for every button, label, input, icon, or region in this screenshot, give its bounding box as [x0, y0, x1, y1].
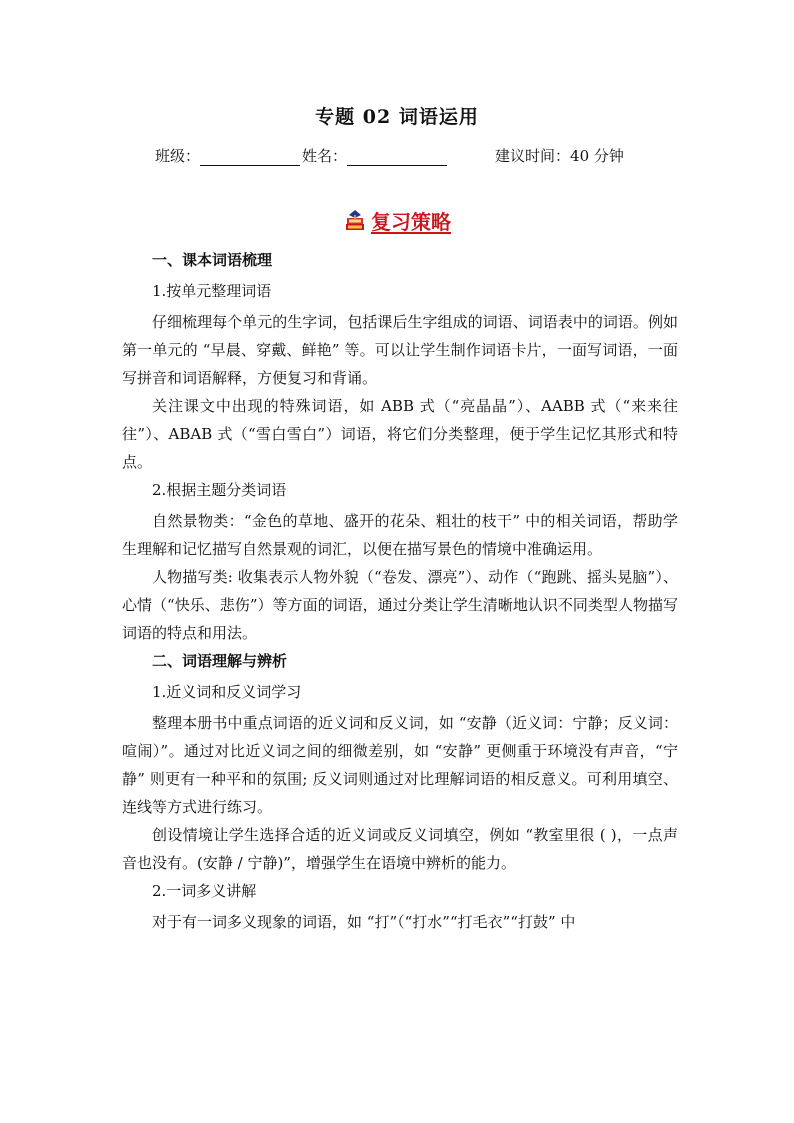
- name-blank: [347, 149, 447, 166]
- section-1-1-para-1: 仔细梳理每个单元的生字词，包括课后生字组成的词语、词语表中的词语。例如第一单元的 “早晨、穿戴、鲜艳” 等。可以让学生制作词语卡片，一面写词语，一面写拼音和词语解释，方便复习和背诵。: [122, 313, 678, 387]
- section-2-1-title: 1.近义词和反义词学习: [152, 683, 302, 701]
- review-strategy-label: 复习策略: [371, 210, 451, 234]
- section-2-2-title: 2.一词多义讲解: [152, 882, 257, 900]
- section-2-title: 二、词语理解与辨析: [152, 652, 288, 670]
- section-1-1-title: 1.按单元整理词语: [152, 282, 272, 300]
- section-1-title: 一、课本词语梳理: [152, 251, 273, 269]
- page-title: 专题 02 词语运用: [315, 106, 479, 128]
- section-1-1-para-2: 关注课文中出现的特殊词语，如 ABB 式（“亮晶晶”）、AABB 式（“来来往往”）、ABAB 式（“雪白雪白”）词语，将它们分类整理，便于学生记忆其形式和特点。: [122, 397, 678, 471]
- review-strategy-banner: [0, 206, 794, 237]
- suggested-time: 建议时间：40 分钟: [495, 147, 624, 165]
- section-1-2-para-2: 人物描写类: 收集表示人物外貌（“卷发、漂亮”）、动作（“跑跳、摇头晃脑”）、心情（“快乐、悲伤”）等方面的词语，通过分类让学生清晰地认识不同类型人物描写词语的特点和用法。: [122, 568, 678, 642]
- section-2-1-para-1: 整理本册书中重点词语的近义词和反义词，如 “安静（近义词：宁静；反义词：喧闹）”。通过对比近义词之间的细微差别，如 “安静” 更侧重于环境没有声音，“宁静” 则更有一种平和的氛围; 反义词则通过对比理解词语的相反意义。可利用填空、连线等方式进行练习。: [122, 714, 678, 816]
- name-label: 姓名：: [302, 147, 348, 165]
- section-2-1-para-2: 创设情境让学生选择合适的近义词或反义词填空，例如 “教室里很 ( )，一点声音也没有。(安静 / 宁静)”，增强学生在语境中辨析的能力。: [122, 826, 678, 872]
- book-stack-icon: [343, 209, 367, 233]
- document-body: [122, 246, 678, 936]
- section-1-2-para-1: 自然景物类：“金色的草地、盛开的花朵、粗壮的枝干” 中的相关词语，帮助学生理解和记忆描写自然景观的词汇，以便在描写景色的情境中准确运用。: [122, 512, 678, 558]
- class-blank: [200, 149, 300, 166]
- section-2-2-para-1: 对于有一词多义现象的词语，如 “打”（“打水”“打毛衣”“打鼓” 中: [152, 913, 576, 931]
- section-1-2-title: 2.根据主题分类词语: [152, 481, 287, 499]
- student-info-line: [155, 145, 715, 166]
- class-label: 班级：: [155, 147, 201, 165]
